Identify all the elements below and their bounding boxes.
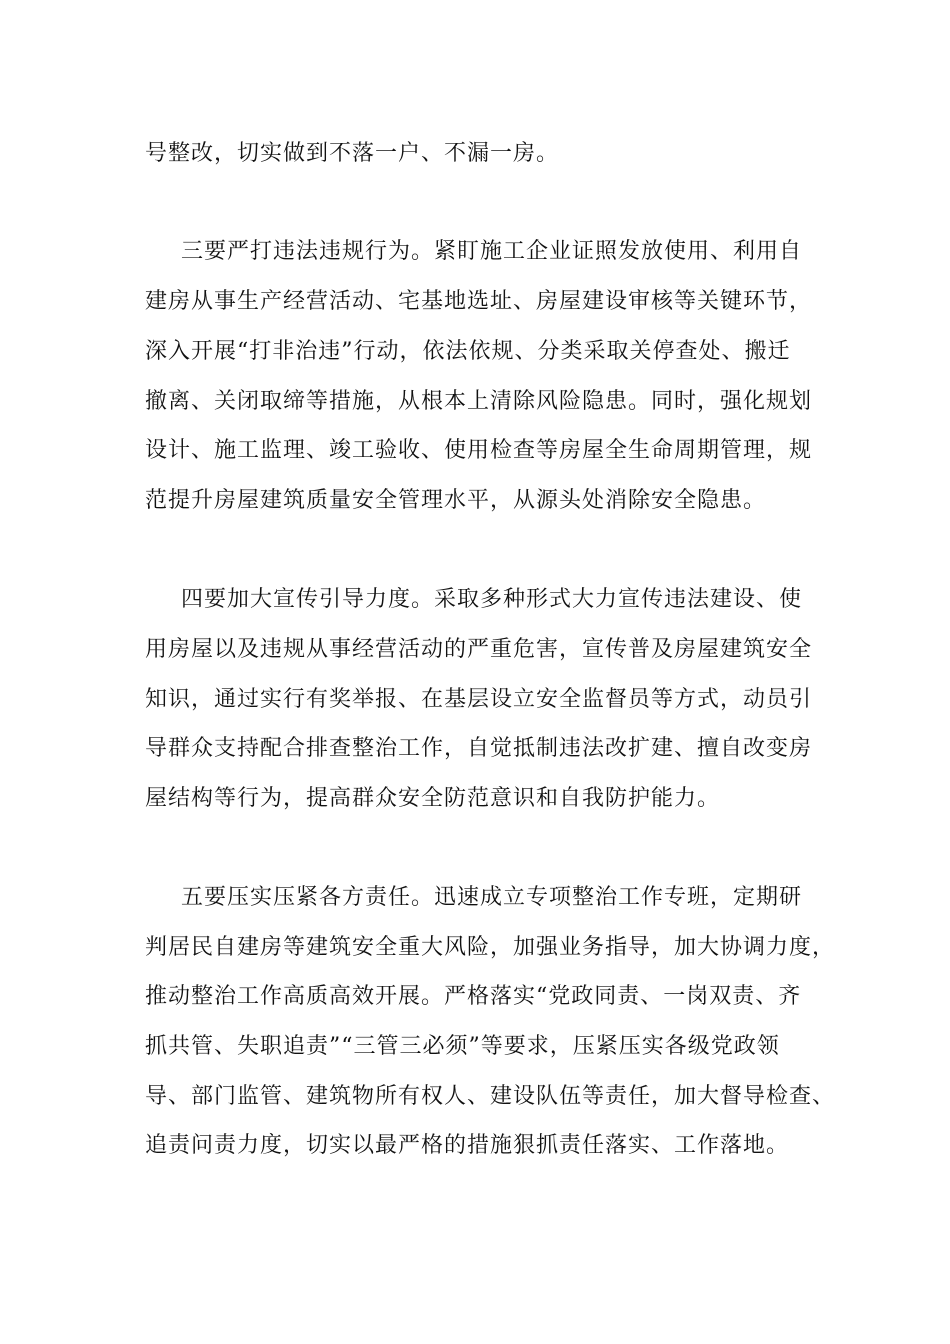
paragraph-line: 导、部门监管、建筑物所有权人、建设队伍等责任，加大督导检查、 bbox=[145, 1084, 836, 1109]
paragraph-line: 追责问责力度，切实以最严格的措施狠抓责任落实、工作落地。 bbox=[145, 1133, 790, 1158]
paragraph-line: 屋结构等行为，提高群众安全防范意识和自我防护能力。 bbox=[145, 786, 721, 811]
paragraph-line: 判居民自建房等建筑安全重大风险，加强业务指导，加大协调力度， bbox=[145, 935, 836, 960]
paragraph-line: 设计、施工监理、竣工验收、使用检查等房屋全生命周期管理，规 bbox=[145, 438, 813, 463]
paragraph-line: 深入开展“打非治违”行动，依法依规、分类采取关停查处、搬迁 bbox=[145, 339, 791, 364]
paragraph-line: 抓共管、失职追责”“三管三必须”等要求，压紧压实各级党政领 bbox=[145, 1034, 780, 1059]
paragraph-line: 五要压实压紧各方责任。迅速成立专项整治工作专班，定期研 bbox=[181, 885, 803, 910]
paragraph-line: 四要加大宣传引导力度。采取多种形式大力宣传违法建设、使 bbox=[181, 587, 803, 612]
paragraph-line: 用房屋以及违规从事经营活动的严重危害，宣传普及房屋建筑安全 bbox=[145, 637, 813, 662]
paragraph-line: 建房从事生产经营活动、宅基地选址、房屋建设审核等关键环节， bbox=[145, 289, 813, 314]
paragraph-line: 导群众支持配合排查整治工作，自觉抵制违法改扩建、擅自改变房 bbox=[145, 736, 813, 761]
paragraph-line: 三要严打违法违规行为。紧盯施工企业证照发放使用、利用自 bbox=[181, 239, 803, 264]
paragraph-line: 知识，通过实行有奖举报、在基层设立安全监督员等方式，动员引 bbox=[145, 687, 813, 712]
paragraph-line: 范提升房屋建筑质量安全管理水平，从源头处消除安全隐患。 bbox=[145, 488, 767, 513]
paragraph-line: 撤离、关闭取缔等措施，从根本上清除风险隐患。同时，强化规划 bbox=[145, 389, 813, 414]
paragraph-line: 推动整治工作高质高效开展。严格落实“党政同责、一岗双责、齐 bbox=[145, 984, 802, 1009]
paragraph-line: 号整改，切实做到不落一户、不漏一房。 bbox=[145, 141, 560, 166]
